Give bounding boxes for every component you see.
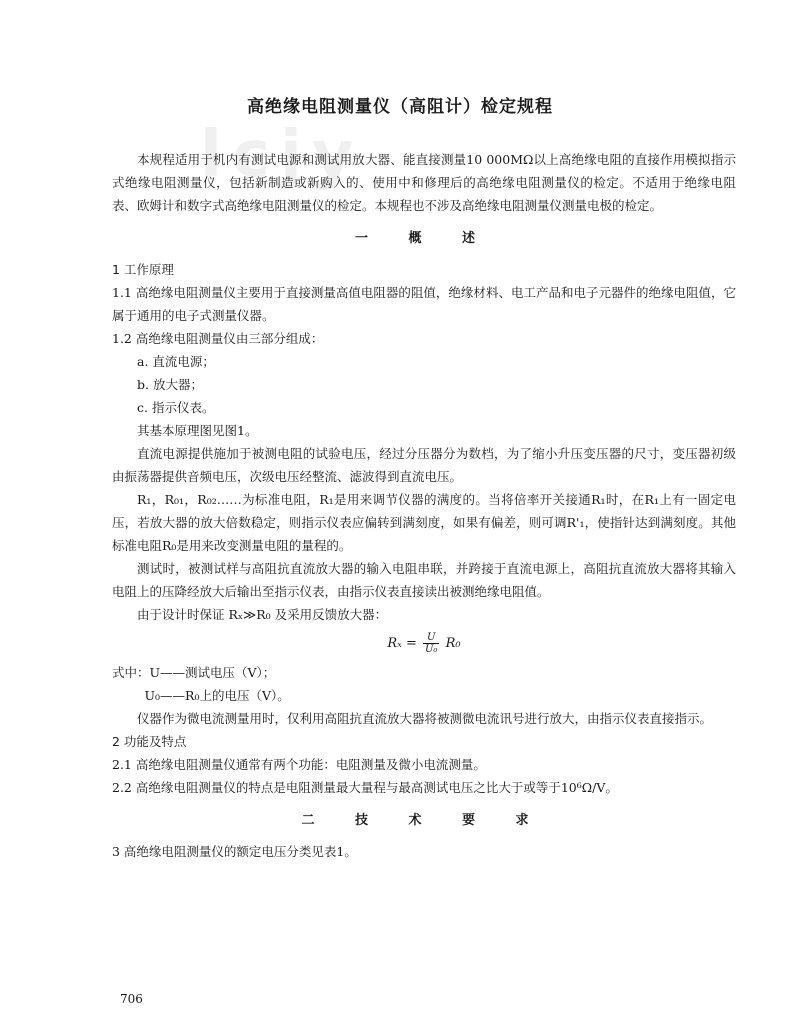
watermark: lcjy	[200, 118, 364, 192]
where-line: U₀——R₀上的电压（V）。	[144, 688, 290, 703]
power-paragraph: 直流电源提供施加于被测电阻的试验电压，经过分压器分为数档，为了缩小升压变压器的尺寸，变压器初级由振荡器提供音频电压，次级电压经整流、滤波得到直流电压。	[112, 446, 736, 484]
document-body	[112, 148, 736, 863]
clause-2-2: 2.2 高绝缘电阻测量仪的特点是电阻测量最大量程与最高测试电压之比大于或等于10⁶Ω/V。	[112, 780, 618, 795]
current-paragraph: 仪器作为微电流测量用时，仅利用高阻抗直流放大器将被测微电流讯号进行放大，由指示仪表直接指示。	[137, 711, 713, 726]
list-item: a. 直流电源；	[137, 354, 215, 369]
document-title: 高绝缘电阻测量仪（高阻计）检定规程	[247, 97, 553, 117]
formula	[112, 632, 736, 655]
resistor-paragraph: R₁，R₀₁，R₀₂……为标准电阻，R₁是用来调节仪器的满度的。当将倍率开关接通R₁时，在R₁上有一固定电压，若放大器的放大倍数稳定，则指示仪表应偏转到满刻度，如果有偏差，则可调R'₁，使指针达到满刻度。其他标准电阻R₀是用来改变测量电阻的量程的。	[112, 492, 736, 553]
where-line: 式中：U——测试电压（V）；	[112, 665, 276, 680]
figure-reference: 其基本原理图见图1。	[137, 423, 258, 438]
list-item: c. 指示仪表。	[137, 400, 215, 415]
formula-rhs: R₀	[445, 636, 461, 651]
clause-3: 3 高绝缘电阻测量仪的额定电压分类见表1。	[112, 844, 357, 859]
section-heading-technical: 二 技 术 要 求	[301, 813, 547, 828]
formula-lhs: Rₓ =	[387, 636, 421, 651]
clause-2-1: 2.1 高绝缘电阻测量仪通常有两个功能：电阻测量及微小电流测量。	[112, 757, 486, 772]
measure-paragraph: 测试时，被测试样与高阻抗直流放大器的输入电阻串联，并跨接于直流电源上，高阻抗直流放大器将其输入电阻上的压降经放大后输出至指示仪表，由指示仪表直接读出被测绝缘电阻值。	[112, 561, 736, 599]
heading-working-principle: 1 工作原理	[112, 262, 174, 277]
design-paragraph: 由于设计时保证 Rₓ≫R₀ 及采用反馈放大器：	[137, 607, 388, 622]
formula-fraction	[423, 632, 439, 655]
intro-paragraph: 本规程适用于机内有测试电源和测试用放大器、能直接测量10 000MΩ以上高绝缘电阻的直接作用模拟指示式绝缘电阻测量仪，包括新制造或新购入的、使用中和修理后的高绝缘电阻测量仪的检定。不适用于绝缘电阻表、欧姆计和数字式高绝缘电阻测量仪的检定。本规程也不涉及高绝缘电阻测量仪测量电极的检定。	[112, 152, 736, 213]
section-heading-overview: 一 概 述	[354, 231, 494, 246]
formula-denominator: U₀	[424, 644, 438, 655]
list-item: b. 放大器；	[137, 377, 203, 392]
clause-1-1: 1.1 高绝缘电阻测量仪主要用于直接测量高值电阻器的阻值，绝缘材料、电工产品和电子元器件的绝缘电阻值，它属于通用的电子式测量仪器。	[112, 285, 736, 323]
heading-functions: 2 功能及特点	[112, 734, 187, 749]
formula-numerator: U	[423, 632, 439, 644]
clause-1-2: 1.2 高绝缘电阻测量仪由三部分组成：	[112, 331, 324, 346]
page-number: 706	[120, 992, 143, 1006]
